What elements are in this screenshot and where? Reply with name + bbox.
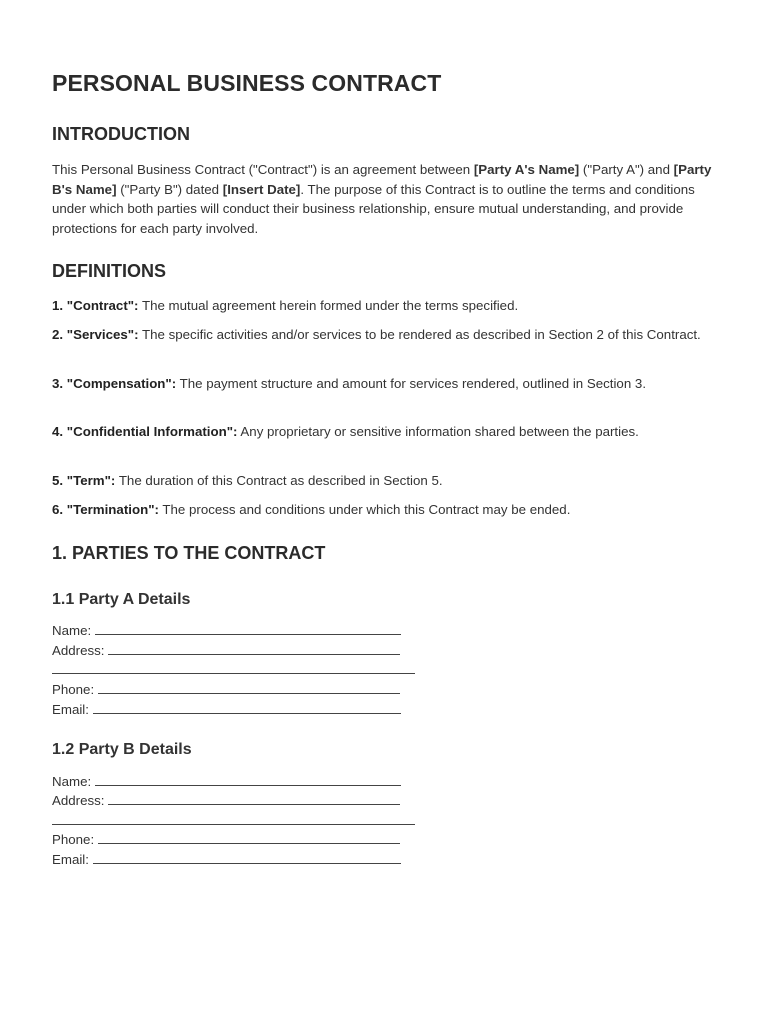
- party-b-address-blank-2[interactable]: [52, 812, 415, 825]
- date-placeholder: [Insert Date]: [222, 181, 301, 197]
- definition-text: The payment structure and amount for services rendered, outlined in Section 3.: [176, 376, 647, 391]
- party-a-name-row: [52, 621, 401, 641]
- definition-item: [52, 471, 720, 491]
- party-a-placeholder: [Party A's Name]: [473, 162, 580, 177]
- party-b-phone-row: [52, 830, 400, 850]
- party-a-email-blank[interactable]: [93, 701, 401, 714]
- party-b-name-row: [52, 772, 401, 792]
- party-a-email-row: [52, 700, 401, 720]
- party-b-heading: 1.2 Party B Details: [52, 741, 192, 758]
- party-a-address-blank-2[interactable]: [52, 661, 415, 674]
- definition-item: [52, 296, 720, 316]
- definition-text: Any proprietary or sensitive information shared between the parties.: [237, 424, 639, 439]
- intro-text-2: ("Party A") and: [579, 162, 674, 177]
- definition-item: [52, 374, 720, 394]
- definition-term: 3. "Compensation":: [52, 376, 177, 391]
- party-b-email-blank[interactable]: [93, 851, 401, 864]
- party-a-phone-row: [52, 680, 400, 700]
- email-label: Email:: [52, 852, 89, 867]
- definition-item: [52, 500, 720, 520]
- definition-term: 5. "Term":: [52, 473, 116, 488]
- party-a-phone-blank[interactable]: [98, 681, 400, 694]
- definition-text: The specific activities and/or services to be rendered as described in Section 2 of this Contract.: [138, 327, 701, 342]
- intro-text-1: This Personal Business Contract ("Contract") is an agreement between: [52, 162, 474, 177]
- name-label: Name:: [52, 774, 92, 789]
- definition-item: [52, 422, 720, 442]
- party-b-address-row: [52, 791, 400, 811]
- party-b-name-blank[interactable]: [95, 773, 401, 786]
- document-title: PERSONAL BUSINESS CONTRACT: [52, 70, 442, 96]
- name-label: Name:: [52, 623, 92, 638]
- party-a-address-row: [52, 641, 400, 661]
- party-a-name-blank[interactable]: [95, 622, 401, 635]
- address-label: Address:: [52, 793, 105, 808]
- email-label: Email:: [52, 702, 89, 717]
- intro-text-3: ("Party B") dated: [116, 181, 223, 197]
- definition-term: 6. "Termination":: [52, 502, 159, 517]
- definition-text: The duration of this Contract as described in Section 5.: [115, 473, 443, 488]
- phone-label: Phone:: [52, 682, 95, 697]
- party-b-placeholder: [Party B's Name]: [52, 162, 712, 197]
- section-1-heading: 1. PARTIES TO THE CONTRACT: [52, 543, 326, 563]
- intro-text-4: . The purpose of this Contract is to outline the terms and conditions under which both parties will conduct their business relationship, ensure mutual understanding, and provide protections for each party involved.: [52, 181, 695, 236]
- phone-label: Phone:: [52, 832, 95, 847]
- party-a-address-line-2: [52, 660, 415, 680]
- party-b-email-row: [52, 850, 401, 870]
- definition-text: The mutual agreement herein formed under the terms specified.: [138, 298, 519, 313]
- definition-term: 4. "Confidential Information":: [52, 424, 238, 439]
- party-b-address-line-2: [52, 811, 415, 831]
- definition-term: 1. "Contract":: [52, 298, 139, 313]
- address-label: Address:: [52, 643, 105, 658]
- party-a-heading: 1.1 Party A Details: [52, 591, 191, 608]
- party-b-phone-blank[interactable]: [98, 831, 400, 844]
- party-b-address-blank[interactable]: [108, 792, 400, 805]
- introduction-paragraph: [52, 160, 720, 238]
- definitions-heading: DEFINITIONS: [52, 261, 167, 281]
- definition-term: 2. "Services":: [52, 327, 139, 342]
- introduction-heading: INTRODUCTION: [52, 124, 190, 144]
- party-a-address-blank[interactable]: [108, 642, 400, 655]
- definition-item: [52, 325, 720, 345]
- definition-text: The process and conditions under which this Contract may be ended.: [158, 502, 571, 517]
